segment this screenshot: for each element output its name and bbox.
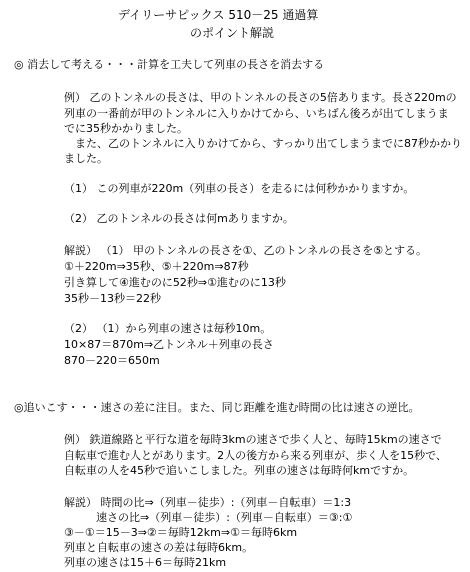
document-title-line2: のポイント解説 bbox=[190, 26, 275, 40]
section2-heading: ◎追いこす・・・速さの差に注目。また、同じ距離を進む時間の比は速さの逆比。 bbox=[14, 401, 420, 414]
section1-heading: ◎ 消去して考える・・・計算を工夫して列車の長さを消去する bbox=[14, 58, 325, 71]
solution1-line: 解説） （1） 甲のトンネルの長さを①、乙のトンネルの長さを⑤とする。 bbox=[64, 244, 428, 257]
section2-problem-line: 自転車で進む人とがあります。2人の後方から来る列車が、歩く人を15秒で、 bbox=[64, 449, 447, 462]
section2-solution-line: 解説） 時間の比⇒（列車－徒歩）:（列車－自転車）＝1:3 bbox=[64, 496, 352, 509]
section1-problem-line: 列車の一番前が甲のトンネルに入りかけてから、いちばん後ろが出てしまうま bbox=[64, 107, 449, 120]
section2-solution-line: ③－①＝15－3⇒②＝毎時12km⇒①＝毎時6km bbox=[64, 526, 298, 539]
document-title-line1: デイリーサピックス 510－25 通過算 bbox=[118, 8, 319, 22]
solution2-line: 10×87＝870m⇒乙トンネル＋列車の長さ bbox=[64, 338, 274, 351]
section2-solution-line: 列車と自転車の速さの差は毎時6km。 bbox=[64, 541, 254, 554]
question-2: （2） 乙のトンネルの長さは何mありますか。 bbox=[64, 212, 294, 225]
section2-solution-line: 速さの比⇒（列車－徒歩）:（列車－自転車）＝③:① bbox=[96, 511, 353, 524]
section1-problem-line: ました。 bbox=[64, 152, 108, 165]
section2-solution-line: 列車の速さは15＋6＝毎時21km bbox=[64, 556, 227, 569]
section2-problem-line: 例） 鉄道線路と平行な道を毎時3kmの速さで歩く人と、毎時15kmの速さで bbox=[64, 433, 442, 446]
solution1-line: 引き算して④進むのに52秒⇒①進むのに13秒 bbox=[64, 276, 286, 289]
section1-problem-line: また、乙のトンネルに入りかけてから、すっかり出てしまうまでに87秒かかり bbox=[64, 137, 463, 150]
solution2-line: （2） （1）から列車の速さは毎秒10m。 bbox=[64, 322, 272, 335]
solution1-line: ①＋220m⇒35秒、⑤＋220m⇒87秒 bbox=[64, 260, 249, 273]
section1-problem-line: でに35秒かかりました。 bbox=[64, 122, 188, 135]
solution2-line: 870－220＝650m bbox=[64, 354, 160, 367]
question-1: （1） この列車が220m（列車の長さ）を走るには何秒かかりますか。 bbox=[64, 182, 415, 195]
section1-problem-line: 例） 乙のトンネルの長さは、甲のトンネルの長さの5倍あります。長さ220mの bbox=[64, 91, 457, 104]
solution1-line: 35秒－13秒＝22秒 bbox=[64, 292, 161, 305]
section2-problem-line: 自転車の人を45秒で追いこしました。列車の速さは毎時何kmですか。 bbox=[64, 464, 415, 477]
